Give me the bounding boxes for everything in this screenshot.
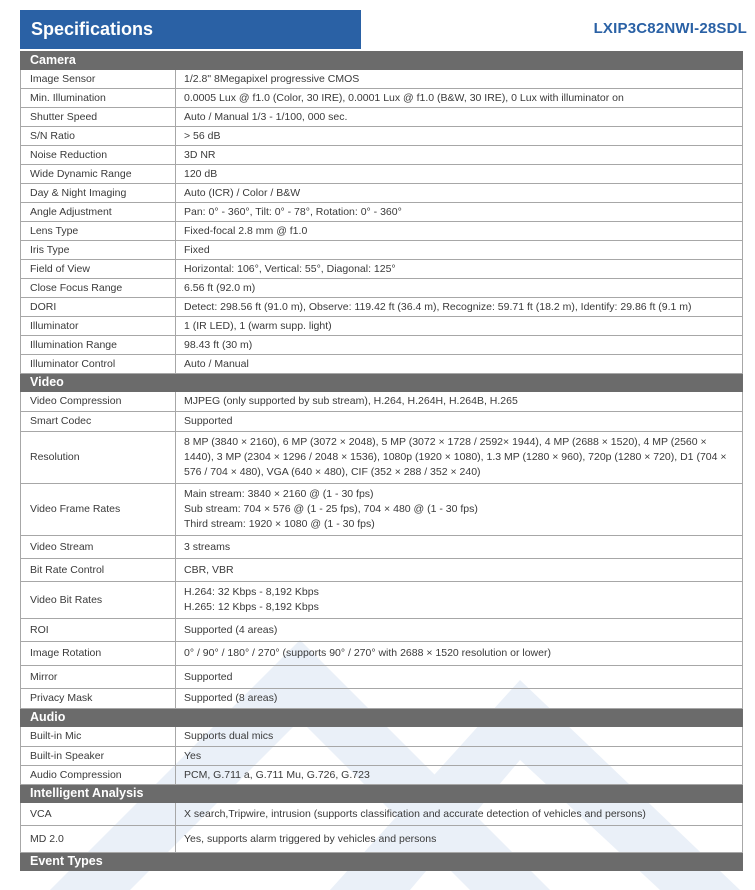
spec-label: Angle Adjustment (21, 203, 176, 222)
table-row (21, 260, 743, 279)
spec-value: Auto (ICR) / Color / B&W (176, 184, 743, 203)
table-row (21, 484, 743, 536)
spec-label: Close Focus Range (21, 279, 176, 298)
section-header-video (21, 374, 743, 392)
spec-label: Mirror (21, 666, 176, 689)
table-row (21, 222, 743, 241)
spec-value: Fixed-focal 2.8 mm @ f1.0 (176, 222, 743, 241)
spec-value: Yes, supports alarm triggered by vehicles and persons (176, 826, 743, 853)
spec-value: Fixed (176, 241, 743, 260)
table-row (21, 89, 743, 108)
spec-value: Auto / Manual (176, 355, 743, 374)
spec-label: DORI (21, 298, 176, 317)
spec-value: 1 (IR LED), 1 (warm supp. light) (176, 317, 743, 336)
section-title: Event Types (21, 853, 743, 871)
spec-label: Video Stream (21, 536, 176, 559)
table-row (21, 355, 743, 374)
table-row (21, 689, 743, 709)
spec-value-line: H.264: 32 Kbps - 8,192 Kbps (184, 586, 319, 598)
spec-value: Supported (176, 666, 743, 689)
table-row (21, 619, 743, 642)
table-row (21, 747, 743, 766)
spec-label: Wide Dynamic Range (21, 165, 176, 184)
section-header-camera (21, 52, 743, 70)
spec-value: PCM, G.711 a, G.711 Mu, G.726, G.723 (176, 766, 743, 785)
spec-value: 3D NR (176, 146, 743, 165)
spec-value-line: H.265: 12 Kbps - 8,192 Kbps (184, 601, 319, 613)
table-row (21, 392, 743, 412)
spec-label: Built-in Speaker (21, 747, 176, 766)
section-title: Audio (21, 709, 743, 727)
spec-label: MD 2.0 (21, 826, 176, 853)
spec-value: Horizontal: 106°, Vertical: 55°, Diagonal: 125° (176, 260, 743, 279)
table-row (21, 642, 743, 666)
spec-value: 6.56 ft (92.0 m) (176, 279, 743, 298)
spec-value-line: Main stream: 3840 × 2160 @ (1 - 30 fps) (184, 488, 374, 500)
page-title: Specifications (31, 19, 154, 39)
spec-label: Shutter Speed (21, 108, 176, 127)
table-row (21, 826, 743, 853)
spec-table (20, 51, 743, 871)
spec-value: Pan: 0° - 360°, Tilt: 0° - 78°, Rotation: 0° - 360° (176, 203, 743, 222)
table-row (21, 536, 743, 559)
table-row (21, 298, 743, 317)
spec-label: Image Sensor (21, 70, 176, 89)
spec-label: Field of View (21, 260, 176, 279)
table-row (21, 108, 743, 127)
table-row (21, 432, 743, 484)
spec-value: 120 dB (176, 165, 743, 184)
specifications-banner (20, 10, 361, 49)
spec-value-line: Sub stream: 704 × 576 @ (1 - 25 fps), 704 × 480 @ (1 - 30 fps) (184, 503, 478, 515)
spec-label: Smart Codec (21, 412, 176, 432)
spec-label: S/N Ratio (21, 127, 176, 146)
table-row (21, 279, 743, 298)
spec-label: Illumination Range (21, 336, 176, 355)
spec-value: 0° / 90° / 180° / 270° (supports 90° / 270° with 2688 × 1520 resolution or lower) (176, 642, 743, 666)
table-row (21, 582, 743, 619)
spec-label: Video Compression (21, 392, 176, 412)
spec-value: Supported (8 areas) (176, 689, 743, 709)
spec-value: Supported (176, 412, 743, 432)
spec-value-line: Third stream: 1920 × 1080 @ (1 - 30 fps) (184, 518, 375, 530)
table-row (21, 336, 743, 355)
spec-value: 0.0005 Lux @ f1.0 (Color, 30 IRE), 0.0001 Lux @ f1.0 (B&W, 30 IRE), 0 Lux with illuminator on (176, 89, 743, 108)
spec-label: VCA (21, 803, 176, 826)
spec-value: 3 streams (176, 536, 743, 559)
spec-label: Bit Rate Control (21, 559, 176, 582)
spec-value: 8 MP (3840 × 2160), 6 MP (3072 × 2048), 5 MP (3072 × 1728 / 2592× 1944), 4 MP (2688 × 1520), 4 MP (2560 × 1440), 3 MP (2304 × 1296 / 2048 × 1536), 1080p (1920 × 1080), 1.3 MP (1280 × 960), 720p (1280 × 720), D1 (704 × 576 / 704 × 480), VGA (640 × 480), CIF (352 × 288 / 352 × 240) (176, 432, 743, 484)
spec-label: Illuminator Control (21, 355, 176, 374)
spec-label: Video Bit Rates (21, 582, 176, 619)
spec-label: Video Frame Rates (21, 484, 176, 536)
spec-label: Audio Compression (21, 766, 176, 785)
section-header-intelligent-analysis (21, 785, 743, 803)
spec-value: X search,Tripwire, intrusion (supports classification and accurate detection of vehicles and persons) (176, 803, 743, 826)
table-row (21, 127, 743, 146)
spec-label: Iris Type (21, 241, 176, 260)
spec-value: Auto / Manual 1/3 - 1/100, 000 sec. (176, 108, 743, 127)
spec-label: Resolution (21, 432, 176, 484)
table-row (21, 70, 743, 89)
spec-label: Privacy Mask (21, 689, 176, 709)
spec-label: Illuminator (21, 317, 176, 336)
spec-value (176, 484, 743, 536)
table-row (21, 766, 743, 785)
section-header-audio (21, 709, 743, 727)
section-title: Video (21, 374, 743, 392)
table-row (21, 241, 743, 260)
spec-label: Min. Illumination (21, 89, 176, 108)
spec-label: Day & Night Imaging (21, 184, 176, 203)
spec-label: Built-in Mic (21, 727, 176, 747)
table-row (21, 559, 743, 582)
spec-value: Yes (176, 747, 743, 766)
table-row (21, 165, 743, 184)
section-title: Intelligent Analysis (21, 785, 743, 803)
spec-value: CBR, VBR (176, 559, 743, 582)
table-row (21, 184, 743, 203)
table-row (21, 727, 743, 747)
spec-value (176, 582, 743, 619)
table-row (21, 412, 743, 432)
spec-value: 1/2.8" 8Megapixel progressive CMOS (176, 70, 743, 89)
spec-value: 98.43 ft (30 m) (176, 336, 743, 355)
spec-value: MJPEG (only supported by sub stream), H.264, H.264H, H.264B, H.265 (176, 392, 743, 412)
section-header-event-types (21, 853, 743, 871)
spec-value: Detect: 298.56 ft (91.0 m), Observe: 119.42 ft (36.4 m), Recognize: 59.71 ft (18.2 m), Identify: 29.86 ft (9.1 m) (176, 298, 743, 317)
spec-value: Supports dual mics (176, 727, 743, 747)
table-row (21, 317, 743, 336)
table-row (21, 803, 743, 826)
table-row (21, 666, 743, 689)
model-number: LXIP3C82NWI-28SDL (593, 20, 747, 37)
spec-label: Noise Reduction (21, 146, 176, 165)
section-title: Camera (21, 52, 743, 70)
spec-label: Lens Type (21, 222, 176, 241)
spec-value: > 56 dB (176, 127, 743, 146)
table-row (21, 203, 743, 222)
spec-label: Image Rotation (21, 642, 176, 666)
table-row (21, 146, 743, 165)
spec-label: ROI (21, 619, 176, 642)
spec-value: Supported (4 areas) (176, 619, 743, 642)
